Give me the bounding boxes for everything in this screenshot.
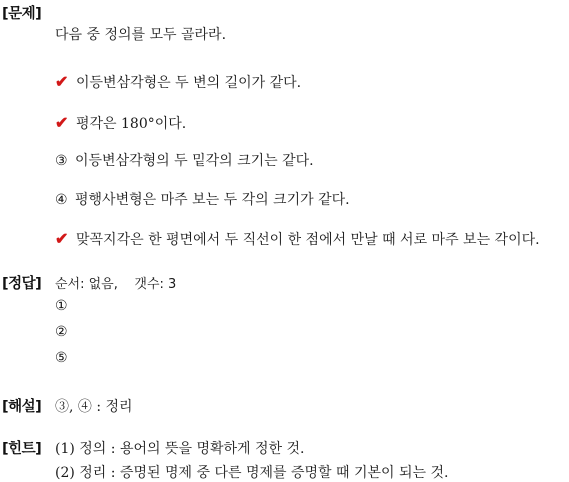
answer-item: ⑤: [55, 350, 68, 366]
option-1: [55, 72, 301, 92]
option-text: 이등변삼각형은 두 변의 길이가 같다.: [76, 75, 302, 91]
hint-line: (2) 정리 : 증명된 명제 중 다른 명제를 증명할 때 기본이 되는 것.: [55, 465, 449, 481]
hint-tag: [힌트]: [2, 441, 42, 457]
answer-item: ②: [55, 324, 68, 340]
option-number: ③: [55, 153, 68, 169]
option-2: [55, 113, 186, 133]
option-text: 이등변삼각형의 두 밑각의 크기는 같다.: [75, 153, 314, 169]
check-mark-icon: ✔: [55, 72, 69, 91]
check-mark-icon: ✔: [55, 229, 69, 248]
check-mark-icon: ✔: [55, 113, 69, 132]
hint-line: (1) 정의 : 용어의 뜻을 명확하게 정한 것.: [55, 441, 305, 457]
option-5: [55, 229, 540, 249]
option-number: ④: [55, 192, 68, 208]
problem-tag: [문제]: [2, 6, 42, 22]
option-text: 맞꼭지각은 한 평면에서 두 직선이 한 점에서 만날 때 서로 마주 보는 각이다.: [76, 232, 540, 248]
answer-summary: 순서: 없음, 갯수: 3: [55, 277, 177, 292]
answer-item: ①: [55, 298, 68, 314]
explanation-text: ③, ④ : 정리: [55, 399, 133, 415]
explanation-tag: [해설]: [2, 399, 42, 415]
option-text: 평행사변형은 마주 보는 두 각의 크기가 같다.: [75, 192, 350, 208]
option-4: [55, 189, 350, 209]
answer-tag: [정답]: [2, 276, 42, 292]
option-3: [55, 150, 314, 170]
question-text: 다음 중 정의를 모두 골라라.: [55, 27, 227, 43]
option-text: 평각은 180°이다.: [76, 116, 187, 132]
